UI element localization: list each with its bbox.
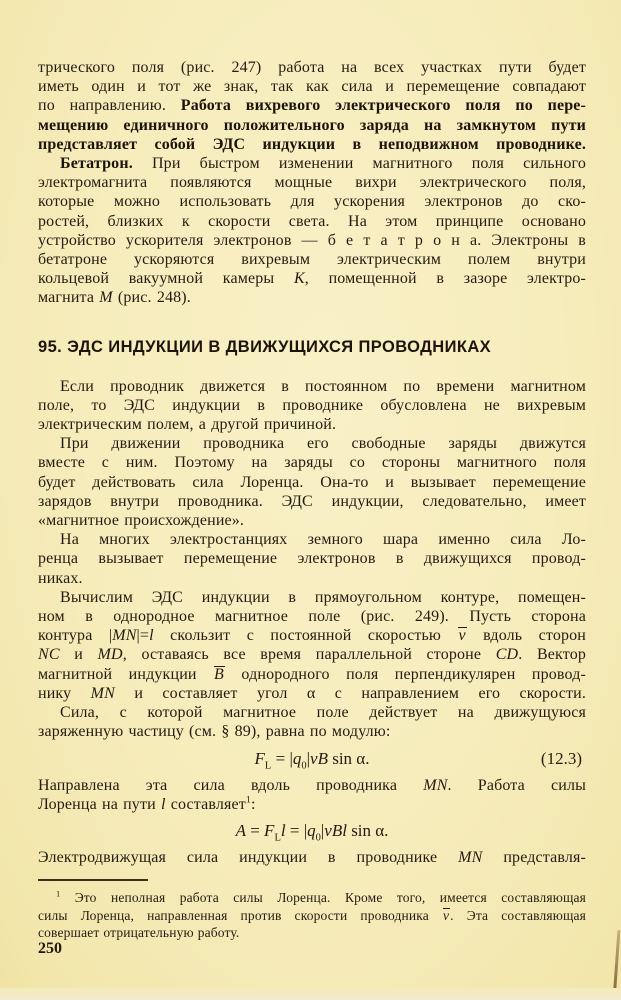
paragraph (38, 58, 586, 154)
text-segment: бетатроне ускоряются вихревым электрическим полем внутри (38, 251, 586, 269)
text-segment: Работа вихревого электрического поля по пере- (180, 97, 587, 115)
text-segment: 1 (56, 889, 61, 899)
text-segment: зарядов внутри проводника. ЭДС индукции, следовательно, имеет (38, 492, 586, 510)
text-segment: контура | (38, 627, 113, 645)
text-line (38, 96, 586, 115)
text-segment: l (149, 627, 154, 645)
text-line (38, 511, 586, 530)
text-segment: 0 (315, 832, 321, 844)
paragraph (38, 588, 586, 703)
text-segment: Бетатрон. (60, 155, 133, 173)
text-segment: вдоль сторон (466, 627, 587, 645)
text-segment: электрическим полем, а другой причиной. (38, 416, 337, 434)
text-line (38, 77, 586, 96)
text-segment: силы Лоренца, направленная против скорости проводника (38, 907, 442, 923)
text-segment: магнита (38, 289, 100, 307)
book-edge-shadow (613, 930, 621, 1000)
text-line (38, 473, 586, 492)
text-segment: электромагнита появляются мощные вихри электрического поля, (38, 174, 586, 192)
text-segment: sin α. (346, 820, 389, 840)
text-segment: ренца вызывает перемещение электронов в движущихся провод- (38, 550, 586, 568)
text-segment: , оставаясь все время параллельной стороне (122, 646, 496, 664)
text-segment: скользит с постоянной скоростью (153, 627, 458, 645)
text-segment: . Работа силы (447, 776, 586, 794)
text-line (38, 116, 586, 135)
equation-body (254, 748, 370, 771)
text-segment: однородного поля перпендикулярен провод- (224, 665, 586, 683)
text-segment: трического поля (рис. 247) работа на всех участках пути будет (38, 59, 586, 76)
text-line (38, 645, 586, 664)
text-line (38, 396, 586, 415)
text-line (38, 377, 586, 396)
text-segment: составляет (165, 795, 246, 813)
text-segment: A (235, 820, 246, 840)
paragraph (38, 776, 586, 814)
text-segment: При движении проводника его свободные заряды движутся (60, 435, 586, 453)
text-segment: мещению единичного положительного заряда на замкнутом пути (38, 116, 586, 134)
text-line (38, 453, 586, 472)
text-segment: F (254, 748, 265, 768)
text-line (38, 626, 586, 645)
text-segment: v (443, 907, 450, 923)
text-line (38, 415, 586, 434)
text-segment: sin α. (327, 748, 370, 768)
text-line (38, 684, 586, 703)
text-line (38, 889, 586, 907)
text-segment: MN (90, 684, 115, 702)
text-segment: Электродвижущая сила индукции в проводнике (38, 848, 459, 866)
text-segment: поле, то ЭДС индукции в проводнике обусловлена не вихревым (38, 396, 586, 414)
text-line (38, 250, 586, 269)
equation (38, 820, 586, 842)
footnote-separator (38, 879, 148, 881)
text-line (38, 434, 586, 453)
text-segment: = | (285, 820, 308, 840)
text-segment: 1 (245, 794, 252, 806)
equation (38, 748, 586, 770)
text-segment: = | (271, 748, 293, 768)
text-segment: = (245, 820, 265, 840)
text-segment: никах. (38, 569, 83, 587)
text-segment: MN (458, 848, 483, 866)
text-line (38, 607, 586, 626)
text-segment: представля- (482, 848, 586, 866)
text-segment: (рис. 248). (112, 289, 191, 307)
text-segment: нику (38, 684, 91, 702)
text-line (38, 154, 586, 173)
text-line (38, 588, 586, 607)
text-line (38, 530, 586, 549)
text-segment: . Вектор (518, 646, 587, 664)
text-line (38, 665, 586, 684)
paragraph (38, 434, 586, 530)
text-segment: | (320, 820, 325, 840)
text-segment: , помещенной в зазоре электро- (304, 270, 586, 288)
text-segment: vB (310, 748, 328, 768)
text-segment: v (458, 627, 466, 645)
text-segment: ном в однородное магнитное поле (рис. 249). Пусть сторона (38, 608, 586, 626)
text-segment: ростей, близких к скорости света. На этом принципе основано (38, 212, 586, 230)
text-segment: L (264, 759, 272, 771)
paragraph (38, 530, 586, 588)
text-segment: Вычислим ЭДС индукции в прямоугольном контуре, помещен- (60, 588, 586, 606)
text-segment: |= (136, 627, 150, 645)
footnote (38, 889, 586, 942)
text-segment: . Эта составляющая (450, 907, 586, 923)
paragraph (38, 848, 586, 867)
text-segment: MN (423, 776, 448, 794)
text-segment: и составляет угол α с направлением его скорости. (114, 684, 586, 702)
text-segment: которые можно использовать для ускорения электронов до ско- (38, 193, 586, 211)
text-line (38, 703, 586, 722)
text-line (38, 907, 586, 925)
text-line (38, 173, 586, 192)
text-line (38, 924, 586, 942)
text-segment: устройство ускорителя электронов — б е т а т р о н а. Электроны в (38, 231, 586, 249)
text-segment: : (251, 795, 256, 813)
text-segment: l (160, 795, 166, 813)
text-segment: На многих электростанциях земного шара именно сила Ло- (60, 531, 586, 549)
text-segment: MN (112, 627, 137, 645)
text-segment: NC (38, 646, 60, 664)
text-segment: будет действовать сила Лоренца. Она-то и вызывает перемещение (38, 473, 586, 491)
text-segment: представляет собой ЭДС индукции в неподвижном проводнике. (38, 135, 586, 153)
text-segment: «магнитное происхождение». (38, 512, 245, 530)
text-segment: Это неполная работа силы Лоренца. Кроме того, имеется составляющая (60, 890, 586, 906)
text-line (38, 848, 586, 867)
text-segment: При быстром изменении магнитного поля сильного (132, 155, 586, 173)
text-segment: и (59, 646, 98, 664)
text-segment: M (99, 289, 113, 307)
text-line (38, 795, 586, 814)
text-segment: иметь один и тот же знак, так как сила и перемещение совпадают (38, 78, 586, 96)
text-line (38, 135, 586, 154)
text-segment: заряженную частицу (см. § 89), равна по модулю: (38, 723, 391, 741)
text-line (38, 231, 586, 250)
text-segment: по направлению. (38, 97, 181, 115)
text-segment: Направлена эта сила вдоль проводника (38, 776, 424, 794)
text-segment: Сила, с которой магнитное поле действует на движущуюся (60, 704, 586, 722)
text-line (38, 492, 586, 511)
paragraph (38, 703, 586, 741)
text-line (38, 58, 586, 77)
page-text-content (38, 58, 586, 942)
text-segment: l (280, 820, 286, 840)
text-segment: CD (495, 646, 519, 664)
text-line (38, 722, 586, 741)
paragraph (38, 154, 586, 308)
text-segment: 0 (301, 759, 307, 771)
text-line (38, 549, 586, 568)
text-line (38, 192, 586, 211)
section-heading: 95. ЭДС ИНДУКЦИИ В ДВИЖУЩИХСЯ ПРОВОДНИКАХ (38, 337, 492, 356)
text-segment: MD (97, 646, 123, 664)
text-line (38, 776, 586, 795)
text-segment: K (293, 270, 305, 288)
text-segment: Лоренца на пути (38, 795, 161, 813)
equation-number: (12.3) (540, 748, 582, 768)
page-number: 250 (38, 940, 62, 957)
text-segment: q (307, 820, 316, 840)
text-segment: | (306, 748, 311, 768)
text-segment: vBl (324, 820, 347, 840)
paragraph (38, 377, 586, 435)
text-line (38, 569, 586, 588)
text-segment: q (292, 748, 302, 768)
text-segment: вместе с ним. Поэтому на заряды со стороны магнитного поля (38, 454, 586, 472)
text-segment: совершает отрицательную работу. (38, 925, 240, 941)
text-line (38, 288, 586, 307)
text-segment: L (274, 832, 281, 844)
text-segment: Если проводник движется в постоянном по времени магнитном (60, 377, 586, 395)
text-line (38, 269, 586, 288)
text-segment: B (214, 665, 224, 683)
text-segment: магнитной индукции (38, 665, 214, 683)
text-line (38, 212, 586, 231)
text-segment: кольцевой вакуумной камеры (38, 270, 294, 288)
equation-body (235, 820, 389, 844)
text-segment: F (264, 820, 275, 840)
